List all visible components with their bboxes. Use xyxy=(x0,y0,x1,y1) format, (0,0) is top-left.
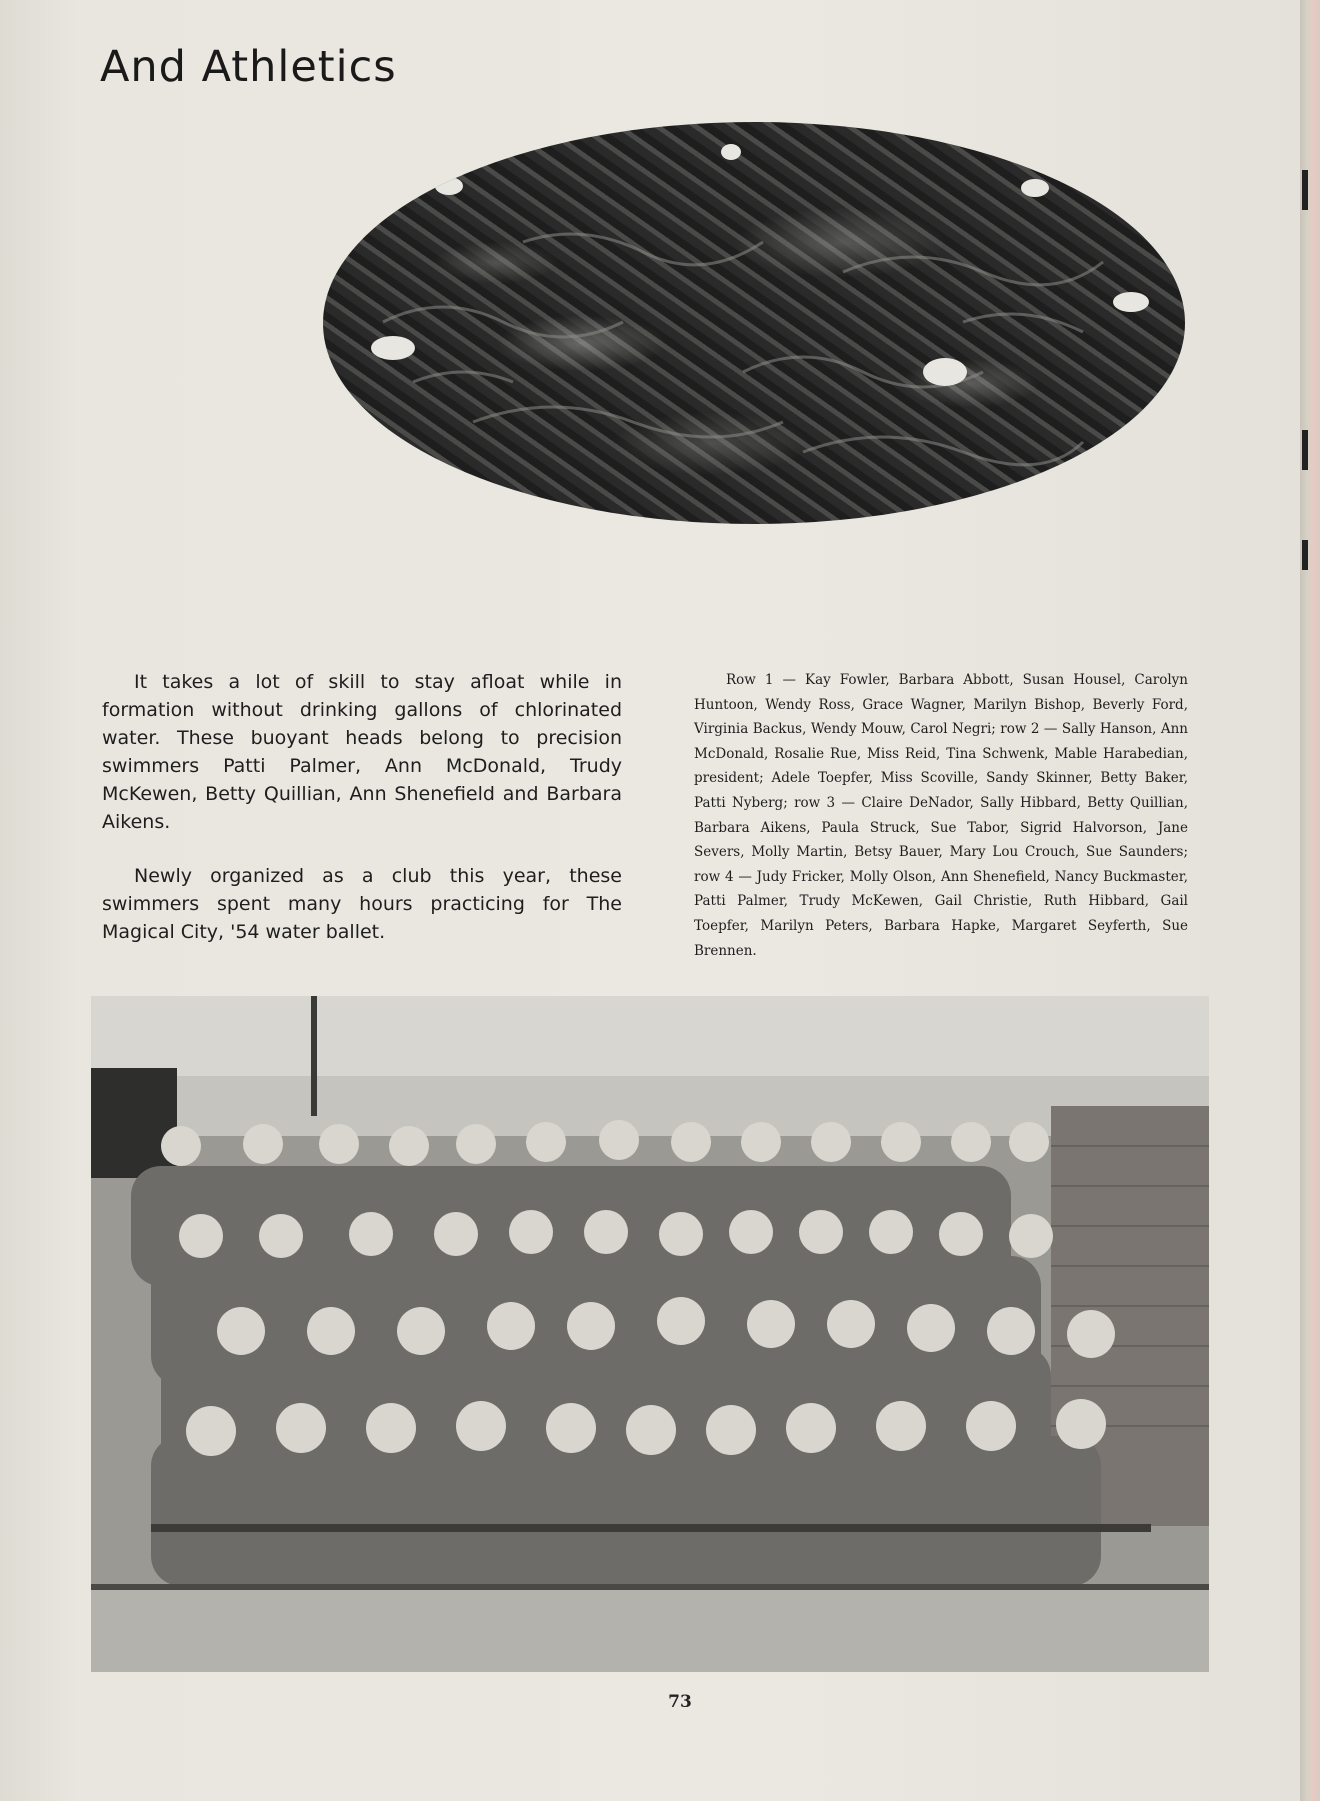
swimmer-head-4 xyxy=(1113,292,1149,312)
swimmer-head-5 xyxy=(371,336,415,360)
doorway xyxy=(91,1068,177,1178)
article-paragraph-1: It takes a lot of skill to stay afloat while in formation without drinking gallons of chlorinated water. These buoyant heads belong to precision swimmers Patti Palmer, Ann McDonald, Trudy McKewen, Betty Quillian, Ann Shenefield and Barbara Aikens. xyxy=(102,671,622,833)
swimmer-head-6 xyxy=(923,358,967,386)
page-heading: And Athletics xyxy=(100,42,397,92)
article-paragraph-2: Newly organized as a club this year, these swimmers spent many hours practicing for The Magical City, '54 water ballet. xyxy=(102,865,622,943)
water-texture xyxy=(323,122,1185,524)
swimmer-head-1 xyxy=(435,177,463,195)
page-number: 73 xyxy=(668,1692,692,1712)
article-text xyxy=(102,668,622,972)
swimmers-in-pool-photo xyxy=(323,122,1185,524)
swimmer-heads xyxy=(371,144,1149,386)
photo-caption: Row 1 — Kay Fowler, Barbara Abbott, Susan Housel, Carolyn Huntoon, Wendy Ross, Grace Wagner, Marilyn Bishop, Beverly Ford, Virginia Backus, Wendy Mouw, Carol Negri; row 2 — Sally Hanson, Ann McDonald, Rosalie Rue, Miss Reid, Tina Schwenk, Mable Harabedian, president; Adele Toepfer, Miss Scoville, Sandy Skinner, Betty Baker, Patti Nyberg; row 3 — Claire DeNador, Sally Hibbard, Betty Quillian, Barbara Aikens, Paula Struck, Sue Tabor, Sigrid Halvorson, Jane Severs, Molly Martin, Betsy Bauer, Mary Lou Crouch, Sue Saunders; row 4 — Judy Fricker, Molly Olson, Ann Shenefield, Nancy Buckmaster, Patti Palmer, Trudy McKewen, Gail Christie, Ruth Hibbard, Gail Toepfer, Marilyn Peters, Barbara Hapke, Margaret Seyferth, Sue Brennen. xyxy=(694,672,1188,959)
pool-deck xyxy=(91,1586,1209,1672)
group-photo-scene xyxy=(91,996,1209,1672)
swimmer-head-2 xyxy=(721,144,741,160)
swim-club-group-photo xyxy=(91,996,1209,1672)
railing xyxy=(151,1524,1151,1532)
swimmer-head-3 xyxy=(1021,179,1049,197)
page-binding-edge xyxy=(1300,0,1320,1801)
